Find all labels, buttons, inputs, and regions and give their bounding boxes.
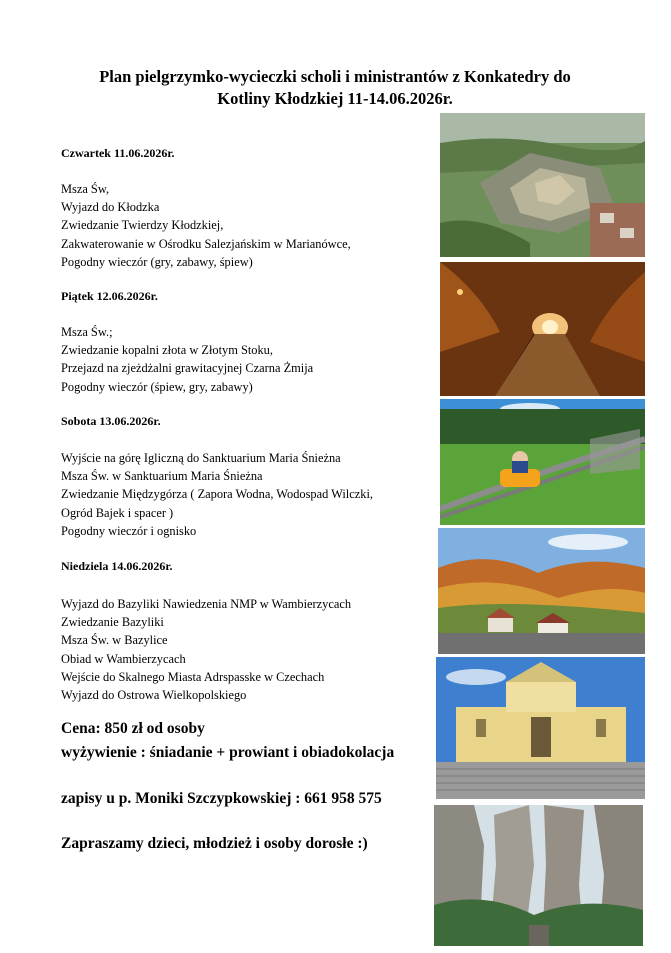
basilica-stairs-photo <box>436 657 645 799</box>
invite-text: Zapraszamy dzieci, młodzież i osoby dorosłe :) <box>61 835 368 852</box>
alpine-coaster-photo <box>440 399 645 525</box>
price-text: Cena: 850 zł od osoby <box>61 720 205 737</box>
title-line-1: Plan pielgrzymko-wycieczki scholi i ministrantów z Konkatedry do <box>99 67 571 86</box>
day-heading-friday: Piątek 12.06.2026r. <box>61 289 158 303</box>
list-item: Obiad w Wambierzycach <box>61 651 186 666</box>
day-heading-sunday: Niedziela 14.06.2026r. <box>61 559 173 573</box>
list-item: Pogodny wieczór (śpiew, gry, zabawy) <box>61 379 253 394</box>
list-item: Wyjście na górę Igliczną do Sanktuarium Maria Śnieżna <box>61 451 341 465</box>
list-item: Wyjazd do Kłodzka <box>61 200 160 215</box>
meals-text: wyżywienie : śniadanie + prowiant i obiadokolacja <box>61 744 395 761</box>
day-heading-thursday: Czwartek 11.06.2026r. <box>61 146 175 160</box>
list-item: Zwiedzanie Międzygórza ( Zapora Wodna, Wodospad Wilczki, <box>61 487 373 502</box>
day-list-thursday <box>61 180 351 271</box>
list-item: Zwiedzanie Bazyliki <box>61 615 164 630</box>
list-item: Zwiedzanie Twierdzy Kłodzkiej, <box>61 218 224 233</box>
list-item: Msza Św. w Sanktuarium Maria Śnieżna <box>61 469 263 484</box>
list-item: Przejazd na zjeżdżalni grawitacyjnej Czarna Żmija <box>61 361 314 376</box>
list-item: Pogodny wieczór i ognisko <box>61 523 197 538</box>
rock-city-photo <box>434 805 643 946</box>
list-item: Msza Św, <box>61 182 110 196</box>
day-heading-saturday: Sobota 13.06.2026r. <box>61 414 161 428</box>
gold-mine-tunnel-photo <box>440 262 645 396</box>
signup-text: zapisy u p. Moniki Szczypkowskiej : 661 958 575 <box>61 790 382 807</box>
list-item: Zwiedzanie kopalni złota w Złotym Stoku, <box>61 343 273 358</box>
list-item: Zakwaterowanie w Ośrodku Salezjańskim w Marianówce, <box>61 236 351 251</box>
list-item: Msza Św. w Bazylice <box>61 633 168 648</box>
day-list-saturday <box>61 449 373 540</box>
list-item: Msza Św.; <box>61 325 113 339</box>
mountain-village-autumn-photo <box>438 528 645 654</box>
fortress-aerial-photo <box>440 113 645 257</box>
list-item: Wyjazd do Bazyliki Nawiedzenia NMP w Wambierzycach <box>61 597 352 611</box>
title-line-2: Kotliny Kłodzkiej 11-14.06.2026r. <box>217 89 453 108</box>
page-title <box>40 66 630 110</box>
list-item: Wyjazd do Ostrowa Wielkopolskiego <box>61 688 247 703</box>
list-item: Ogród Bajek i spacer ) <box>61 505 174 520</box>
day-list-sunday <box>61 595 351 704</box>
day-list-friday <box>61 323 313 396</box>
list-item: Wejście do Skalnego Miasta Adrspasske w Czechach <box>61 669 325 684</box>
list-item: Pogodny wieczór (gry, zabawy, śpiew) <box>61 254 253 269</box>
